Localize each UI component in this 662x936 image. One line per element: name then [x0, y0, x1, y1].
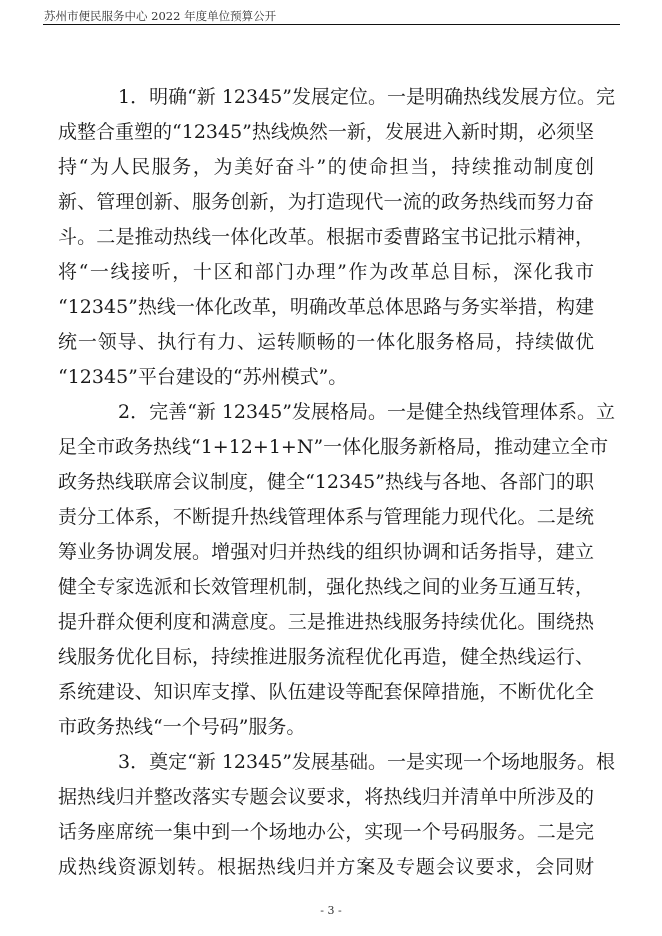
text-line: 足全市政务热线“1+12+1+N”一体化服务新格局，推动建立全市: [58, 436, 609, 458]
text-line: 将“一线接听，十区和部门办理”作为改革总目标，深化我市: [58, 261, 594, 283]
page-number: - 3 -: [320, 904, 342, 917]
text-line: 斗。二是推动热线一体化改革。根据市委曹路宝书记批示精神，: [58, 226, 594, 248]
text-line: 筹业务协调发展。增强对归并热线的组织协调和话务指导，建立: [58, 541, 594, 563]
text-line: 线服务优化目标，持续推进服务流程优化再造，健全热线运行、: [58, 646, 594, 668]
text-line: 话务座席统一集中到一个场地办公，实现一个号码服务。二是完: [58, 821, 594, 843]
text-line: 系统建设、知识库支撑、队伍建设等配套保障措施，不断优化全: [58, 681, 594, 703]
text-line: 健全专家选派和长效管理机制，强化热线之间的业务互通互转，: [58, 576, 594, 598]
document-body: [58, 80, 615, 885]
paragraph: [58, 80, 615, 395]
header-rule: [43, 24, 620, 25]
text-line: 成热线资源划转。根据热线归并方案及专题会议要求，会同财: [58, 856, 594, 878]
text-line: 据热线归并整改落实专题会议要求，将热线归并清单中所涉及的: [58, 786, 594, 808]
text-line: 市政务热线“一个号码”服务。: [58, 716, 306, 738]
text-line: 责分工体系，不断提升热线管理体系与管理能力现代化。二是统: [58, 506, 594, 528]
text-line: 统一领导、执行有力、运转顺畅的一体化服务格局，持续做优: [58, 331, 594, 353]
text-line: 新、管理创新、服务创新，为打造现代一流的政务热线而努力奋: [58, 191, 594, 213]
paragraph: [58, 745, 615, 885]
text-line: 成整合重塑的“12345”热线焕然一新，发展进入新时期，必须坚: [58, 121, 594, 143]
text-line: “12345”平台建设的“苏州模式”。: [58, 366, 348, 388]
running-header: 苏州市便民服务中心 2022 年度单位预算公开: [44, 9, 277, 23]
text-line: 2．完善“新 12345”发展格局。一是健全热线管理体系。立: [118, 401, 615, 423]
text-line: 持“为人民服务，为美好奋斗”的使命担当，持续推动制度创: [58, 156, 594, 178]
text-line: 提升群众便利度和满意度。三是推进热线服务持续优化。围绕热: [58, 611, 594, 633]
text-line: 政务热线联席会议制度，健全“12345”热线与各地、各部门的职: [58, 471, 594, 493]
text-line: 1．明确“新 12345”发展定位。一是明确热线发展方位。完: [118, 86, 615, 108]
paragraph: [58, 395, 615, 745]
text-line: 3．奠定“新 12345”发展基础。一是实现一个场地服务。根: [118, 751, 615, 773]
text-line: “12345”热线一体化改革，明确改革总体思路与务实举措，构建: [58, 296, 594, 318]
